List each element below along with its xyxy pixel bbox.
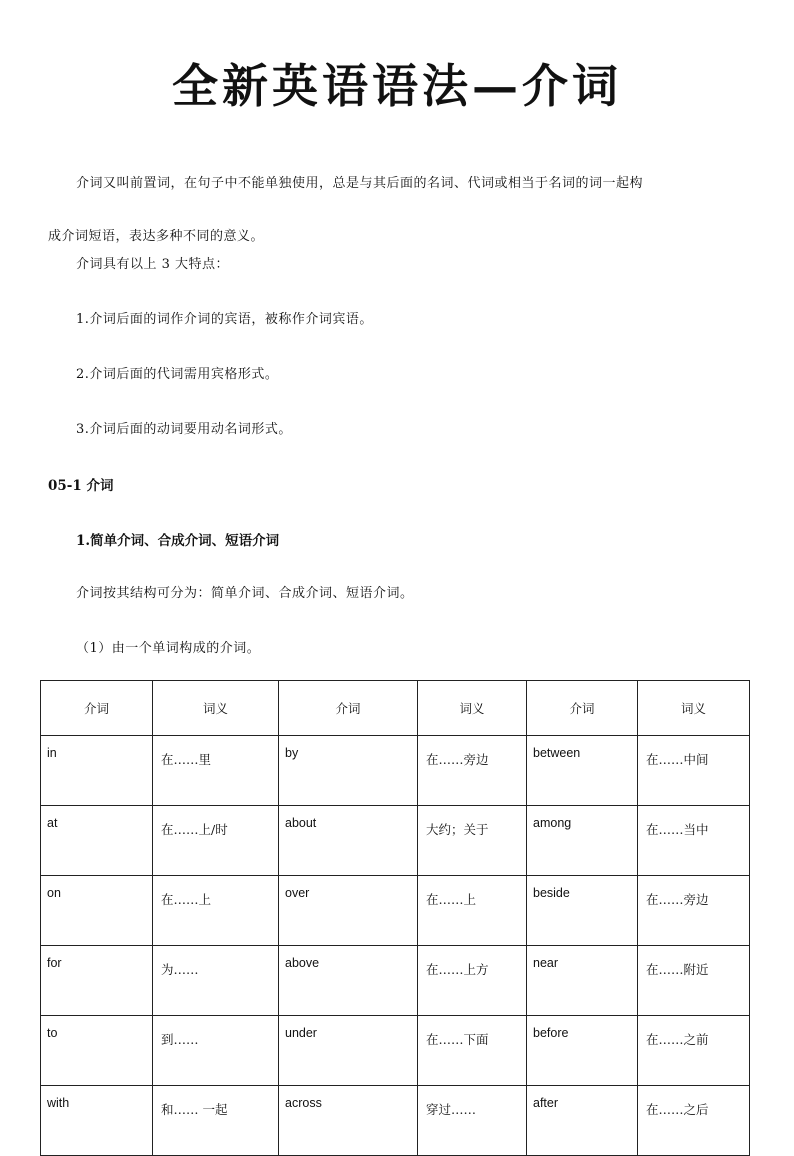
feature-item-1: 1.介词后面的词作介词的宾语，被称作介词宾语。 bbox=[76, 312, 373, 327]
preposition-cell: under bbox=[279, 1016, 418, 1086]
preposition-cell: beside bbox=[527, 876, 638, 946]
meaning-cell: 为…… bbox=[153, 946, 279, 1016]
classification-text: 介词按其结构可分为：简单介词、合成介词、短语介词。 bbox=[76, 586, 414, 601]
meaning-cell: 在……里 bbox=[153, 736, 279, 806]
table-row bbox=[41, 736, 750, 806]
meaning-cell: 在……上方 bbox=[418, 946, 527, 1016]
meaning-cell: 在……上 bbox=[153, 876, 279, 946]
preposition-cell: by bbox=[279, 736, 418, 806]
meaning-cell: 在……中间 bbox=[638, 736, 750, 806]
meaning-cell: 和…… 一起 bbox=[153, 1086, 279, 1156]
feature-item-3: 3.介词后面的动词要用动名词形式。 bbox=[76, 422, 292, 437]
features-intro: 介词具有以上 3 大特点： bbox=[76, 257, 230, 272]
intro-line-2: 成介词短语，表达多种不同的意义。 bbox=[48, 229, 265, 244]
meaning-cell: 在……之后 bbox=[638, 1086, 750, 1156]
preposition-cell: among bbox=[527, 806, 638, 876]
meaning-cell: 在……之前 bbox=[638, 1016, 750, 1086]
preposition-cell: at bbox=[41, 806, 153, 876]
table-row bbox=[41, 1016, 750, 1086]
table-row bbox=[41, 876, 750, 946]
feature-item-2: 2.介词后面的代词需用宾格形式。 bbox=[76, 367, 279, 382]
header-cell: 介词 bbox=[527, 681, 638, 736]
table-header-row bbox=[41, 681, 750, 736]
header-cell: 词义 bbox=[153, 681, 279, 736]
preposition-cell: before bbox=[527, 1016, 638, 1086]
meaning-cell: 在……上/时 bbox=[153, 806, 279, 876]
section-heading: 05-1 介词 bbox=[48, 478, 114, 494]
preposition-cell: between bbox=[527, 736, 638, 806]
table-row bbox=[41, 1086, 750, 1156]
meaning-cell: 在……附近 bbox=[638, 946, 750, 1016]
table-row bbox=[41, 806, 750, 876]
preposition-cell: after bbox=[527, 1086, 638, 1156]
meaning-cell: 在……上 bbox=[418, 876, 527, 946]
meaning-cell: 在……旁边 bbox=[638, 876, 750, 946]
preposition-cell: over bbox=[279, 876, 418, 946]
table-row bbox=[41, 946, 750, 1016]
meaning-cell: 在……下面 bbox=[418, 1016, 527, 1086]
header-cell: 介词 bbox=[41, 681, 153, 736]
header-cell: 词义 bbox=[638, 681, 750, 736]
meaning-cell: 到…… bbox=[153, 1016, 279, 1086]
meaning-cell: 在……旁边 bbox=[418, 736, 527, 806]
preposition-cell: with bbox=[41, 1086, 153, 1156]
preposition-cell: across bbox=[279, 1086, 418, 1156]
preposition-cell: about bbox=[279, 806, 418, 876]
sub-item-label: （1）由一个单词构成的介词。 bbox=[76, 641, 261, 656]
preposition-cell: to bbox=[41, 1016, 153, 1086]
subsection-heading: 1.简单介词、合成介词、短语介词 bbox=[76, 533, 280, 549]
intro-paragraph bbox=[48, 157, 748, 263]
meaning-cell: 在……当中 bbox=[638, 806, 750, 876]
preposition-cell: for bbox=[41, 946, 153, 1016]
header-cell: 介词 bbox=[279, 681, 418, 736]
header-cell: 词义 bbox=[418, 681, 527, 736]
preposition-table bbox=[40, 680, 750, 1156]
meaning-cell: 大约；关于 bbox=[418, 806, 527, 876]
meaning-cell: 穿过…… bbox=[418, 1086, 527, 1156]
page-title: 全新英语语法—介词 bbox=[172, 59, 622, 113]
preposition-cell: in bbox=[41, 736, 153, 806]
intro-line-1: 介词又叫前置词，在句子中不能单独使用，总是与其后面的名词、代词或相当于名词的词一起构 bbox=[76, 176, 644, 191]
preposition-cell: above bbox=[279, 946, 418, 1016]
preposition-cell: near bbox=[527, 946, 638, 1016]
preposition-cell: on bbox=[41, 876, 153, 946]
